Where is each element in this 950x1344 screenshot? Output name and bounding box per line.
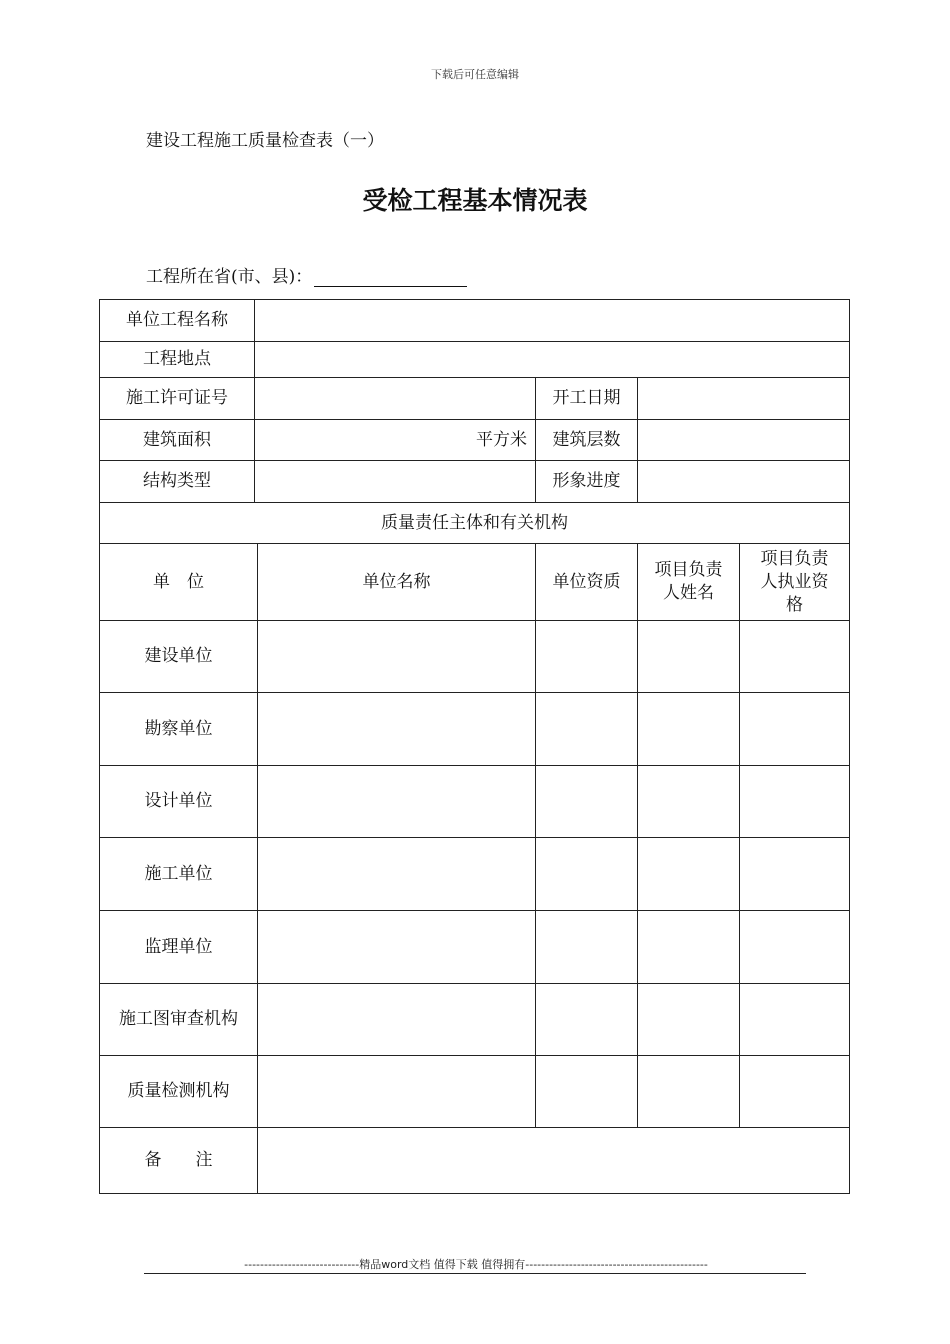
row-column-headers xyxy=(100,544,849,621)
party-manager-name[interactable] xyxy=(638,838,740,910)
party-qualification[interactable] xyxy=(536,693,638,765)
party-qualification[interactable] xyxy=(536,766,638,837)
progress-label: 形象进度 xyxy=(536,461,638,502)
row-project-name xyxy=(100,300,849,342)
floors-label: 建筑层数 xyxy=(536,420,638,460)
location-blank[interactable] xyxy=(314,268,467,287)
party-manager-qualification[interactable] xyxy=(740,911,849,983)
footer-rule xyxy=(144,1273,806,1274)
row-permit xyxy=(100,378,849,420)
party-row xyxy=(100,693,849,766)
row-area xyxy=(100,420,849,461)
party-qualification[interactable] xyxy=(536,911,638,983)
col-header-unit: 单 位 xyxy=(100,544,258,620)
party-row xyxy=(100,621,849,693)
remarks-label: 备 注 xyxy=(100,1128,258,1193)
permit-value[interactable] xyxy=(255,378,536,419)
permit-label: 施工许可证号 xyxy=(100,378,255,419)
party-row xyxy=(100,984,849,1056)
party-manager-name[interactable] xyxy=(638,621,740,692)
party-manager-name[interactable] xyxy=(638,693,740,765)
area-label: 建筑面积 xyxy=(100,420,255,460)
footer-text: -----------------------------精品word文档 值得下载 值得拥有---------------------------------------------- xyxy=(244,1258,708,1271)
floors-value[interactable] xyxy=(638,420,849,460)
inspection-table xyxy=(99,299,850,1194)
party-manager-qualification[interactable] xyxy=(740,693,849,765)
form-series-title: 建设工程施工质量检查表（一） xyxy=(146,131,384,151)
col-header-unit-name: 单位名称 xyxy=(258,544,536,620)
party-label: 设计单位 xyxy=(100,766,258,837)
party-unit-name[interactable] xyxy=(258,984,536,1055)
row-site xyxy=(100,342,849,378)
party-manager-name[interactable] xyxy=(638,984,740,1055)
row-structure xyxy=(100,461,849,503)
party-manager-qualification[interactable] xyxy=(740,1056,849,1127)
party-row xyxy=(100,766,849,838)
project-name-label: 单位工程名称 xyxy=(100,300,255,341)
page-title: 受检工程基本情况表 xyxy=(362,186,588,215)
party-unit-name[interactable] xyxy=(258,1056,536,1127)
party-label: 建设单位 xyxy=(100,621,258,692)
row-section-header xyxy=(100,503,849,544)
col-header-manager-name: 项目负责 人姓名 xyxy=(638,544,740,620)
start-date-label: 开工日期 xyxy=(536,378,638,419)
area-unit[interactable]: 平方米 xyxy=(255,420,536,460)
party-unit-name[interactable] xyxy=(258,911,536,983)
section-header: 质量责任主体和有关机构 xyxy=(381,512,568,533)
start-date-value[interactable] xyxy=(638,378,849,419)
party-manager-name[interactable] xyxy=(638,1056,740,1127)
progress-value[interactable] xyxy=(638,461,849,502)
party-manager-qualification[interactable] xyxy=(740,766,849,837)
party-label: 施工单位 xyxy=(100,838,258,910)
remarks-value[interactable] xyxy=(258,1128,849,1193)
structure-label: 结构类型 xyxy=(100,461,255,502)
party-label: 勘察单位 xyxy=(100,693,258,765)
site-value[interactable] xyxy=(255,342,849,377)
project-name-value[interactable] xyxy=(255,300,849,341)
party-unit-name[interactable] xyxy=(258,693,536,765)
party-label: 施工图审查机构 xyxy=(100,984,258,1055)
party-unit-name[interactable] xyxy=(258,838,536,910)
site-label: 工程地点 xyxy=(100,342,255,377)
party-manager-name[interactable] xyxy=(638,766,740,837)
col-header-manager-qualification: 项目负责 人执业资 格 xyxy=(760,548,829,615)
party-label: 质量检测机构 xyxy=(100,1056,258,1127)
party-manager-qualification[interactable] xyxy=(740,838,849,910)
party-row xyxy=(100,1056,849,1128)
row-remarks xyxy=(100,1128,849,1193)
location-line xyxy=(146,262,467,287)
party-row xyxy=(100,838,849,911)
party-manager-name[interactable] xyxy=(638,911,740,983)
location-label: 工程所在省(市、县)： xyxy=(146,267,313,287)
header-note: 下载后可任意编辑 xyxy=(431,68,519,81)
structure-value[interactable] xyxy=(255,461,536,502)
party-label: 监理单位 xyxy=(100,911,258,983)
party-manager-qualification[interactable] xyxy=(740,984,849,1055)
party-qualification[interactable] xyxy=(536,621,638,692)
party-row xyxy=(100,911,849,984)
party-qualification[interactable] xyxy=(536,984,638,1055)
party-qualification[interactable] xyxy=(536,838,638,910)
party-unit-name[interactable] xyxy=(258,766,536,837)
party-unit-name[interactable] xyxy=(258,621,536,692)
party-manager-qualification[interactable] xyxy=(740,621,849,692)
col-header-qualification: 单位资质 xyxy=(536,544,638,620)
party-qualification[interactable] xyxy=(536,1056,638,1127)
